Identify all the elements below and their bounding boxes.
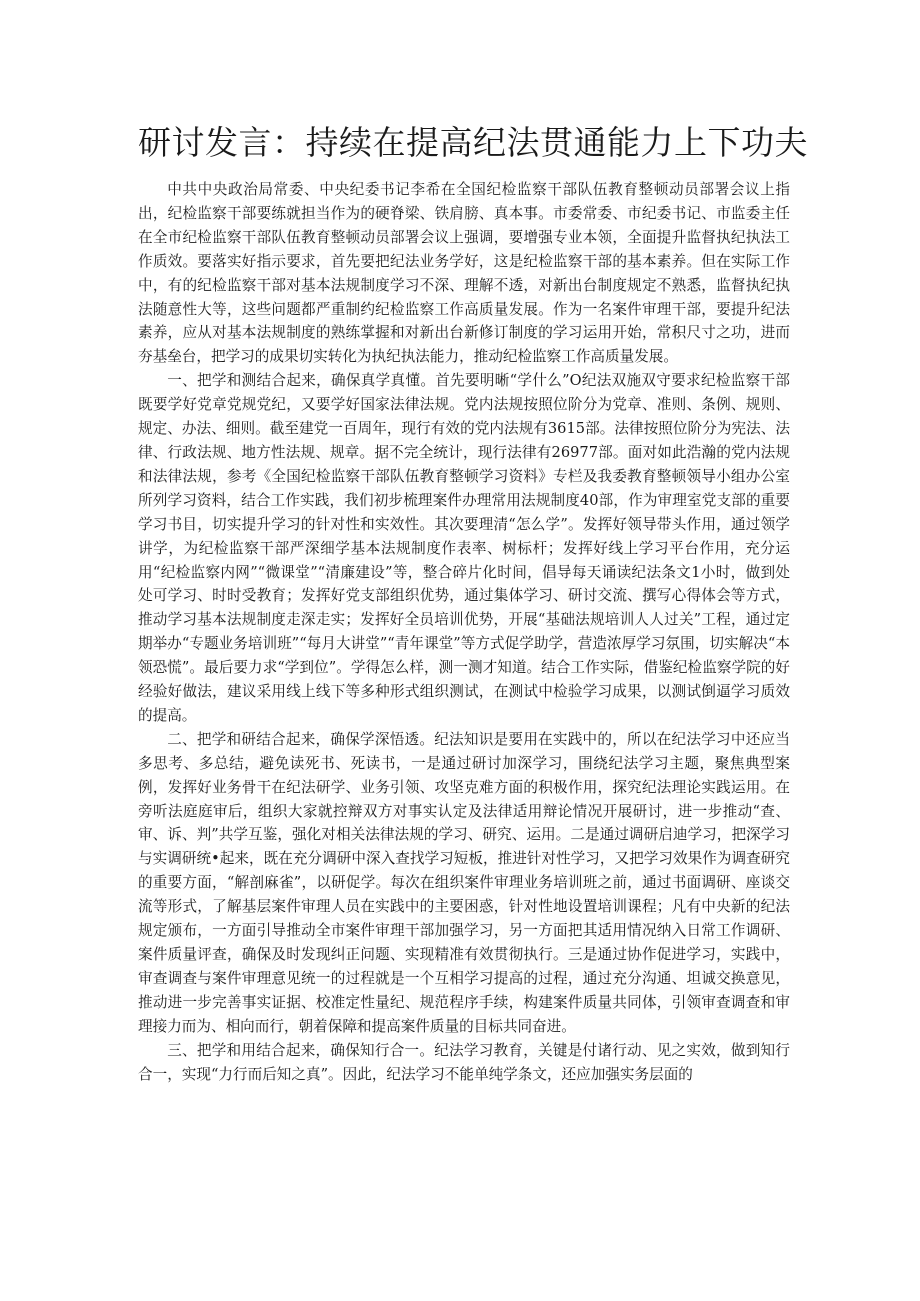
paragraph-section-1: 一、把学和测结合起来，确保真学真懂。首先要明晰“学什么”O纪法双施双守要求纪检监察干部既要学好党章党规党纪，又要学好国家法律法规。党内法规按照位阶分为党章、准则、条例、规则、规定、办法、细则。截至建党一百周年，现行有效的党内法规有3615部。法律按照位阶分为宪法、法律、行政法规、地方性法规、规章。据不完全统计，现行法律有26977部。面对如此浩瀚的党内法规和法律法规，参考《全国纪检监察干部队伍教育整顿学习资料》专栏及我委教育整顿领导小组办公室所列学习资料，结合工作实践，我们初步梳理案件办理常用法规制度40部，作为审理室党支部的重要学习书目，切实提升学习的针对性和实效性。其次要理清“怎么学”。发挥好领导带头作用，通过领学讲学，为纪检监察干部严深细学基本法规制度作表率、树标杆；发挥好线上学习平台作用，充分运用“纪检监察内网”“微课堂”“清廉建设”等，整合碎片化时间，倡导每天诵读纪法条文1小时，做到处处可学习、时时受教育；发挥好党支部组织优势，通过集体学习、研讨交流、撰写心得体会等方式，推动学习基本法规制度走深走实；发挥好全员培训优势，开展“基础法规培训人人过关”工程，通过定期举办“专题业务培训班”“每月大讲堂”“青年课堂”等方式促学助学，营造浓厚学习氛围，切实解决“本领恐慌”。最后要力求“学到位”。学得怎么样，测一测才知道。结合工作实际，借鉴纪检监察学院的好经验好做法，建议采用线上线下等多种形式组织测试，在测试中检验学习成果，以测试倒逼学习质效的提高。	[138, 372, 790, 724]
document-body	[138, 178, 790, 1086]
paragraph-section-2: 二、把学和研结合起来，确保学深悟透。纪法知识是要用在实践中的，所以在纪法学习中还应当多思考、多总结，避免读死书、死读书，一是通过研讨加深学习，围绕纪法学习主题，聚焦典型案例，发挥好业务骨干在纪法研学、业务引领、攻坚克难方面的积极作用，探究纪法理论实践运用。在旁听法庭庭审后，组织大家就控辩双方对事实认定及法律适用辩论情况开展研讨，进一步推动“查、审、诉、判”共学互鉴，强化对相关法律法规的学习、研究、运用。二是通过调研启迪学习，把深学习与实调研统•起来，既在充分调研中深入查找学习短板，推进针对性学习，又把学习效果作为调查研究的重要方面，“解剖麻雀”，以研促学。每次在组织案件审理业务培训班之前，通过书面调研、座谈交流等形式，了解基层案件审理人员在实践中的主要困惑，针对性地设置培训课程；凡有中央新的纪法规定颁布，一方面引导推动全市案件审理干部加强学习，另一方面把其适用情况纳入日常工作调研、案件质量评查，确保及时发现纠正问题、实现精准有效贯彻执行。三是通过协作促进学习，实践中，审查调查与案件审理意见统一的过程就是一个互相学习提高的过程，通过充分沟通、坦诚交换意见，推动进一步完善事实证据、校准定性量纪、规范程序手续，构建案件质量共同体，引领审查调查和审理接力而为、相向而行，朝着保障和提高案件质量的目标共同奋进。	[138, 730, 790, 1035]
paragraph-intro: 中共中央政治局常委、中央纪委书记李希在全国纪检监察干部队伍教育整顿动员部署会议上指出，纪检监察干部要练就担当作为的硬脊梁、铁肩膀、真本事。市委常委、市纪委书记、市监委主任在全市纪检监察干部队伍教育整顿动员部署会议上强调，要增强专业本领，全面提升监督执纪执法工作质效。要落实好指示要求，首先要把纪法业务学好，这是纪检监察干部的基本素养。但在实际工作中，有的纪检监察干部对基本法规制度学习不深、理解不透，对新出台制度规定不熟悉，监督执纪执法随意性大等，这些问题都严重制约纪检监察工作高质量发展。作为一名案件审理干部，要提升纪法素养，应从对基本法规制度的熟练掌握和对新出台新修订制度的学习运用开始，常积尺寸之功，进而夯基垒台，把学习的成果切实转化为执纪执法能力，推动纪检监察工作高质量发展。	[138, 181, 790, 366]
paragraph-section-3: 三、把学和用结合起来，确保知行合一。纪法学习教育，关键是付诸行动、见之实效，做到知行合一，实现“力行而后知之真”。因此，纪法学习不能单纯学条文，还应加强实务层面的	[138, 1041, 790, 1083]
document-title: 研讨发言：持续在提高纪法贯通能力上下功夫	[138, 123, 808, 162]
